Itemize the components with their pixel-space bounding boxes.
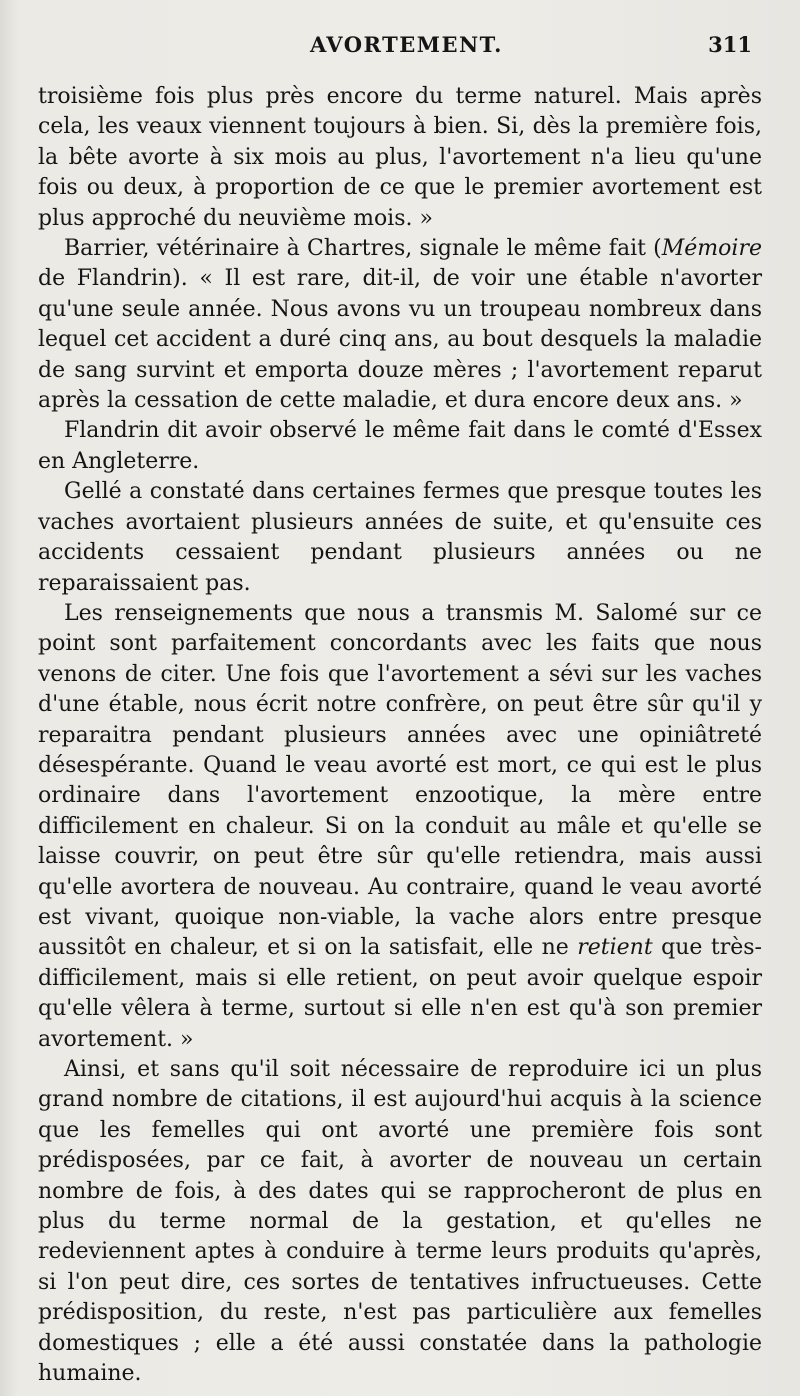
paragraph-1: troisième fois plus près encore du terme naturel. Mais après cela, les veaux viennent toujours à bien. Si, dès la première fois, la bête avorte à six mois au plus, l'avortement n'a lieu qu'une fois ou deux, à proportion de ce que le premier avortement est plus approché du neuvième mois. » bbox=[38, 84, 762, 231]
paragraph-2-italic: Mémoire bbox=[661, 236, 762, 262]
body-text bbox=[38, 82, 762, 1389]
paragraph-2-text-a: Barrier, vétérinaire à Chartres, signale le même fait ( bbox=[64, 236, 662, 262]
running-title: AVORTEMENT. bbox=[310, 32, 503, 57]
paragraph-5 bbox=[38, 599, 762, 1055]
paragraph-2 bbox=[38, 234, 762, 416]
paragraph-4: Gellé a constaté dans certaines fermes que presque toutes les vaches avortaient plusieurs années de suite, et qu'ensuite ces accidents cessaient pendant plusieurs années ou ne reparaissaient pas. bbox=[38, 479, 762, 596]
page-header bbox=[0, 30, 800, 64]
paragraph-5-italic: retient bbox=[577, 935, 653, 961]
paragraph-5-text-a: Les renseignements que nous a transmis M. Salomé sur ce point sont parfaitement concordants avec les faits que nous venons de citer. Une fois que l'avortement a sévi sur les vaches d'une étable, nous écrit notre confrère, on peut être sûr qu'il y reparaitra pendant plusieurs années avec une opiniâtreté désespérante. Quand le veau avorté est mort, ce qui est le plus ordinaire dans l'avortement enzootique, la mère entre difficilement en chaleur. Si on la conduit au mâle et qu'elle se laisse couvrir, on peut être sûr qu'elle retiendra, mais aussi qu'elle avortera de nouveau. Au contraire, quand le veau avorté est vivant, quoique non-viable, la vache alors entre presque aussitôt en chaleur, et si on la satisfait, elle ne bbox=[38, 600, 762, 961]
page-number: 311 bbox=[708, 32, 752, 57]
paragraph-3: Flandrin dit avoir observé le même fait dans le comté d'Essex en Angleterre. bbox=[38, 418, 762, 474]
paragraph-2-text-b: de Flandrin). « Il est rare, dit-il, de voir une étable n'avorter qu'une seule année. Nous avons vu un troupeau nombreux dans lequel cet accident a duré cinq ans, au bout desquels la maladie de sang survint et emporta douze mères ; l'avortement reparut après la cessation de cette maladie, et dura encore deux ans. » bbox=[38, 266, 762, 414]
paragraph-5-text-b: que très-difficilement, mais si elle retient, on peut avoir quelque espoir qu'elle vêlera à terme, surtout si elle n'en est qu'à son premier avortement. » bbox=[38, 935, 762, 1052]
paragraph-6: Ainsi, et sans qu'il soit nécessaire de reproduire ici un plus grand nombre de citations, il est aujourd'hui acquis à la science que les femelles qui ont avorté une première fois sont prédisposées, par ce fait, à avorter de nouveau un certain nombre de fois, à des dates qui se rapprocheront de plus en plus du terme normal de la gestation, et qu'elles ne redeviennent aptes à conduire à terme leurs produits qu'après, si l'on peut dire, ces sortes de tentatives infructueuses. Cette prédisposition, du reste, n'est pas particulière aux femelles domestiques ; elle a été aussi constatée dans la pathologie humaine. bbox=[38, 1057, 762, 1387]
